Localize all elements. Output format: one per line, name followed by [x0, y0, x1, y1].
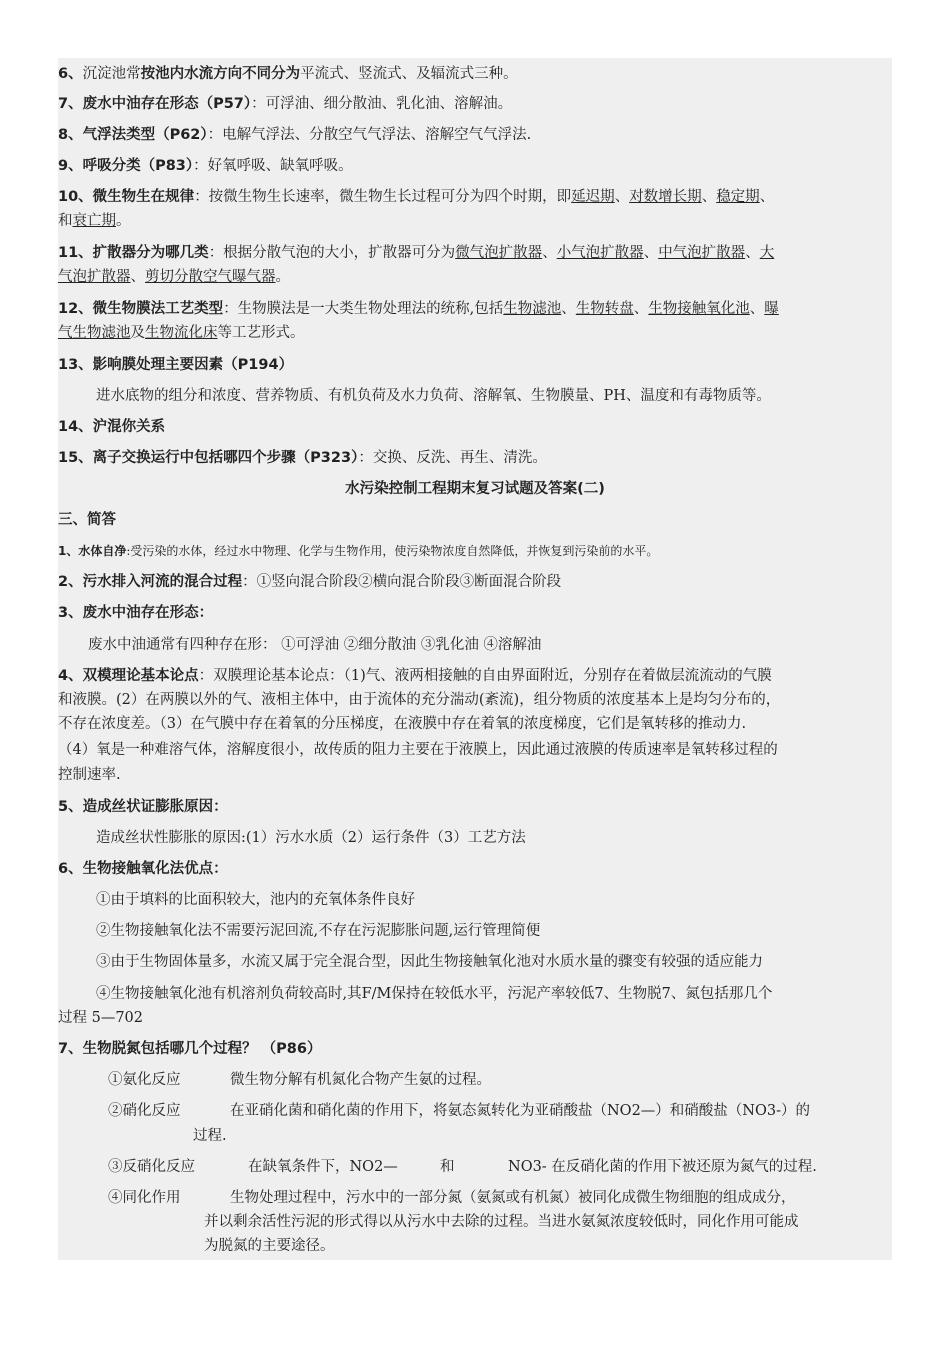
s7-item-3-desc-a: 在缺氧条件下，NO2— [248, 1159, 398, 1175]
s7-item-2-name: ②硝化反应 [108, 1103, 181, 1119]
q12-sep-1: 、 [561, 301, 576, 317]
q11-sep-3: 、 [745, 245, 760, 261]
q12-term-5: 生物流化床 [145, 325, 218, 341]
q9-answer: ：好氧呼吸、缺氧呼吸。 [193, 158, 353, 174]
q12-sep-2: 、 [633, 301, 649, 317]
q7-line [58, 94, 892, 114]
s4-text-4: （4）氧是一种难溶气体，溶解度很小，故传质的阻力主要在于液膜上，因此通过液膜的传质速率是氧转移过程的 [58, 742, 778, 758]
q12-term-1: 生物滤池 [503, 301, 562, 317]
s1-answer: :受污染的水体，经过水中物理、化学与生物作用，使污染物浓度自然降低，并恢复到污染前的水平。 [126, 544, 659, 558]
s6-title: 6、生物接触氧化法优点： [58, 861, 228, 877]
q11-line-2 [58, 267, 892, 287]
q8-line [58, 125, 892, 145]
q10-end: 。 [116, 213, 131, 229]
s5-body: 造成丝状性膨胀的原因:(1）污水水质（2）运行条件（3）工艺方法 [96, 830, 526, 846]
q10-answer: ：按微生物生长速率，微生物生长过程可分为四个时期，即 [194, 189, 572, 205]
section-title: 水污染控制工程期末复习试题及答案(二) [345, 481, 605, 497]
s2-line [58, 572, 892, 592]
document-page [58, 58, 892, 1260]
q12-term-2: 生物转盘 [575, 301, 634, 317]
q10-sep-2: 、 [701, 189, 717, 205]
s5-title: 5、造成丝状证膨胀原因： [58, 799, 228, 815]
q12-term-4a: 曝 [764, 301, 779, 317]
q12-sep-5: 及 [130, 325, 145, 341]
q15-answer: ：交换、反洗、再生、清洗。 [358, 450, 547, 466]
q10-term-4: 衰亡期 [72, 213, 116, 229]
q8-answer: ：电解气浮法、分散空气气浮法、溶解空气气浮法. [207, 127, 532, 143]
s4-title: 4、双模理论基本论点 [58, 668, 199, 684]
s6-item-4: ④生物接触氧化池有机溶剂负荷较高时,其F/M保持在较低水平，污泥产率较低7、生物脱7、氮包括那几个 [96, 986, 773, 1002]
s7-item-2-desc: 在亚硝化菌和硝化菌的作用下，将氨态氮转化为亚硝酸盐（NO2—）和硝酸盐（NO3-）的 [230, 1103, 810, 1119]
q12-sep-3: 、 [749, 301, 765, 317]
q13-title: 13、影响膜处理主要因素（P194） [58, 357, 294, 373]
s4-text-1: ：双膜理论基本论点：（1)气、液两相接触的自由界面附近，分别存在着做层流流动的气膜 [198, 668, 772, 684]
s7-title: 7、生物脱氮包括哪几个过程？ （P86） [58, 1041, 322, 1057]
s4-text-5: 控制速率. [58, 767, 121, 783]
q6-text-c: 平流式、竖流式、及辐流式三种。 [300, 66, 518, 82]
q6-bold: 按池内水流方向不同分为 [140, 66, 301, 82]
s2-title: 2、污水排入河流的混合过程 [58, 574, 243, 590]
q9-line [58, 156, 892, 176]
q10-sep-3: 、 [759, 189, 775, 205]
q11-answer: ：根据分散气泡的大小，扩散器可分为 [208, 245, 456, 261]
q15-line [58, 448, 892, 468]
q10-term-1: 延迟期 [571, 189, 615, 205]
q11-sep-5: 、 [130, 269, 145, 285]
section-heading: 三、简答 [58, 512, 116, 528]
q14-title: 14、沪混你关系 [58, 419, 166, 435]
q11-end: 。 [275, 269, 290, 285]
q11-term-4b: 气泡扩散器 [58, 269, 131, 285]
q6-line [58, 64, 892, 84]
s7-item-3-desc-b: 和 [440, 1159, 455, 1175]
q11-term-5: 剪切分散空气曝气器 [145, 269, 276, 285]
q10-title: 10、微生物生在规律 [58, 189, 195, 205]
s3-title: 3、废水中油存在形态： [58, 605, 214, 621]
q9-title: 9、呼吸分类（P83） [58, 158, 194, 174]
q7-answer: ：可浮油、细分散油、乳化油、溶解油。 [251, 96, 513, 112]
q10-sep-1: 、 [614, 189, 630, 205]
s7-item-4-desc-cont: 并以剩余活性污泥的形式得以从污水中去除的过程。当进水氨氮浓度较低时，同化作用可能成 [204, 1214, 799, 1230]
s6-item-4-cont: 过程 5—702 [58, 1010, 144, 1026]
q11-term-4a: 大 [759, 245, 775, 261]
q12-title: 12、微生物膜法工艺类型 [58, 301, 224, 317]
s4-text-2: 和液膜。(2）在两膜以外的气、液相主体中，由于流体的充分湍动(紊流)，组分物质的浓度基本上是均匀分布的， [58, 692, 781, 708]
q11-sep-1: 、 [542, 245, 557, 261]
q11-term-1: 微气泡扩散器 [455, 245, 543, 261]
s1-line [58, 541, 892, 561]
q11-sep-2: 、 [643, 245, 659, 261]
q15-title: 15、离子交换运行中包括哪四个步骤（P323） [58, 450, 359, 466]
q12-term-3: 生物接触氧化池 [648, 301, 750, 317]
q12-end: 等工艺形式。 [217, 325, 305, 341]
q11-term-2: 小气泡扩散器 [556, 245, 644, 261]
s6-item-1: ①由于填料的比面积较大，池内的充氧体条件良好 [96, 892, 415, 908]
q8-title: 8、气浮法类型（P62） [58, 127, 208, 143]
q10-term-3: 稳定期 [716, 189, 760, 205]
s6-item-2: ②生物接触氧化法不需要污泥回流,不存在污泥膨胀问题,运行管理简便 [96, 923, 541, 939]
s7-item-1-desc: 微生物分解有机氮化合物产生氨的过程。 [230, 1072, 491, 1088]
q11-title: 11、扩散器分为哪几类 [58, 245, 209, 261]
q12-line-1 [58, 299, 892, 319]
s6-item-3: ③由于生物固体量多，水流又属于完全混合型，因此生物接触氧化池对水质水量的骤变有较强的适应能力 [96, 954, 763, 970]
q12-line-2 [58, 323, 892, 343]
s7-item-4-name: ④同化作用 [108, 1190, 181, 1206]
q11-line-1 [58, 243, 892, 263]
q12-answer: ：生物膜法是一大类生物处理法的统称,包括 [223, 301, 504, 317]
s7-item-3-name: ③反硝化反应 [108, 1159, 195, 1175]
q10-and: 和 [58, 213, 73, 229]
s7-item-2-desc-cont: 过程. [193, 1128, 227, 1144]
q6-text-a: 沉淀池常 [82, 66, 141, 82]
q12-term-4b: 气生物滤池 [58, 325, 131, 341]
s7-item-4-desc: 生物处理过程中，污水中的一部分氮（氨氮或有机氮）被同化成微生物细胞的组成成分， [230, 1190, 796, 1206]
s7-item-4-desc-end: 为脱氮的主要途径。 [204, 1238, 335, 1254]
s7-item-3-desc-c: NO3- 在反硝化菌的作用下被还原为氮气的过程. [508, 1159, 817, 1175]
q7-title: 7、废水中油存在形态（P57） [58, 96, 252, 112]
s4-line-1 [58, 666, 892, 686]
s1-title: 1、水体自净 [58, 544, 127, 558]
s3-body: 废水中油通常有四种存在形： ①可浮油 ②细分散油 ③乳化油 ④溶解油 [88, 637, 542, 653]
q11-term-3: 中气泡扩散器 [658, 245, 746, 261]
s2-answer: ：①竖向混合阶段②横向混合阶段③断面混合阶段 [242, 574, 562, 590]
q13-body: 进水底物的组分和浓度、营养物质、有机负荷及水力负荷、溶解氧、生物膜量、PH、温度和有毒物质等。 [96, 388, 771, 404]
q10-line-1 [58, 187, 892, 207]
q6-number: 6、 [58, 66, 83, 82]
q10-term-2: 对数增长期 [629, 189, 702, 205]
s4-text-3: 不存在浓度差。（3）在气膜中存在着氧的分压梯度，在液膜中存在着氧的浓度梯度，它们是氧转移的推动力. [58, 716, 747, 732]
s7-item-1-name: ①氨化反应 [108, 1072, 181, 1088]
q10-line-2 [58, 211, 892, 231]
